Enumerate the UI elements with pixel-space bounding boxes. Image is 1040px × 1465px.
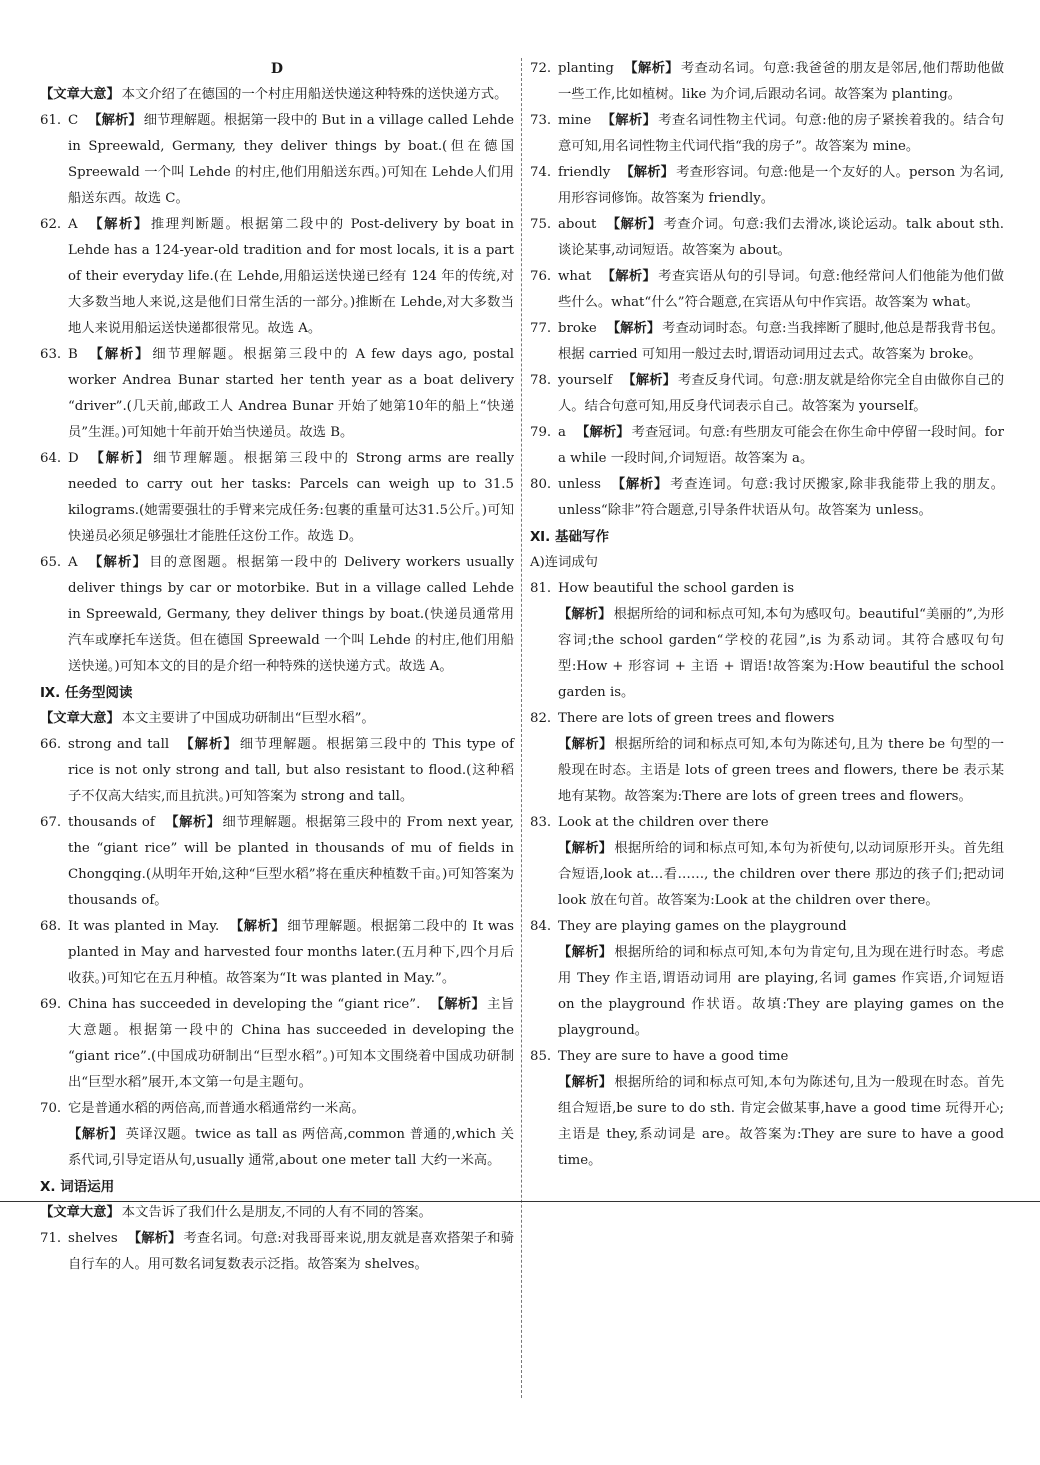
item-answer: Look at the children over there <box>558 815 769 830</box>
analysis-tag: 【解析】 <box>229 919 286 934</box>
analysis-text: 考查形容词。句意:他是一个友好的人。person 为名词,用形容词修饰。故答案为 friendly。 <box>558 165 1004 206</box>
item-number: 64. <box>40 451 62 466</box>
item-number: 84. <box>530 919 552 934</box>
analysis-tag: 【解析】 <box>164 815 221 830</box>
section-heading-11: Ⅺ. 基础写作 <box>530 529 609 545</box>
analysis-tag: 【解析】 <box>620 165 675 180</box>
analysis-text: 英译汉题。twice as tall as 两倍高,common 普通的,which 关系代词,引导定语从句,usually 通常,about one meter tall 大约一米高。 <box>68 1127 515 1168</box>
answer-item <box>40 342 514 446</box>
answer-item <box>530 160 1004 212</box>
item-number: 75. <box>530 217 552 232</box>
passage-title: D <box>270 61 284 77</box>
item-answer: strong and tall <box>68 737 170 752</box>
item-answer: D <box>68 451 79 466</box>
analysis-tag: 【解析】 <box>127 1231 182 1246</box>
analysis-tag: 【解析】 <box>610 477 669 492</box>
analysis-text: 考查名词性物主代词。句意:他的房子紧挨着我的。结合句意可知,用名词性物主代词代指“我的房子”。故答案为 mine。 <box>558 113 1005 154</box>
item-answer: unless <box>558 477 601 492</box>
item-answer: broke <box>558 321 597 336</box>
analysis-tag: 【解析】 <box>88 113 142 128</box>
analysis-text: 细节理解题。根据第一段中的 But in a village called Lehde in Spreewald, Germany, they deliver things by boat.(但在德国 Spreewald 一个叫 Lehde 的村庄,他们用船送东西。)可知在 Lehde人们用船送东西。故选 C。 <box>68 113 514 206</box>
analysis-text: 细节理解题。根据第三段中的 This type of rice is not only strong and tall, but also resistant to flood.(这种稻子不仅高大结实,而且抗洪。)可知答案为 strong and tall。 <box>68 737 514 804</box>
item-answer: There are lots of green trees and flowers <box>558 711 835 726</box>
item-number: 62. <box>40 217 62 232</box>
item-answer: planting <box>558 61 614 76</box>
analysis-text: 考查反身代词。句意:朋友就是给你完全自由做你自己的人。结合句意可知,用反身代词表示自己。故答案为 yourself。 <box>558 373 1004 414</box>
item-number: 83. <box>530 815 552 830</box>
section-heading-10: Ⅹ. 词语运用 <box>40 1179 115 1195</box>
item-answer: A <box>68 217 78 232</box>
analysis-tag: 【解析】 <box>430 997 486 1012</box>
answer-item <box>40 732 514 810</box>
item-number: 74. <box>530 165 552 180</box>
item-number: 70. <box>40 1101 62 1116</box>
analysis-tag: 【解析】 <box>558 737 613 752</box>
analysis-tag: 【解析】 <box>68 1127 124 1142</box>
item-answer: China has succeeded in developing the “giant rice”. <box>68 997 421 1012</box>
analysis-tag: 【解析】 <box>558 1075 613 1090</box>
item-number: 79. <box>530 425 552 440</box>
answer-item <box>530 212 1004 264</box>
analysis-tag: 【解析】 <box>575 425 630 440</box>
answer-item <box>530 472 1004 524</box>
passage-summary-9 <box>40 706 514 732</box>
item-number: 63. <box>40 347 62 362</box>
analysis-text: 细节理解题。根据第三段中的 A few days ago, postal worker Andrea Bunar started her tenth year as a boat delivery “driver”.(几天前,邮政工人 Andrea Bunar 开始了她第10年的船上“快递员”生涯。)可知她十年前开始当快递员。故选 B。 <box>68 347 515 440</box>
analysis-text: 根据所给的词和标点可知,本句为祈使句,以动词原形开头。首先组合短语,look at…看……, the children over there 那边的孩子们;把动词 look 放在句首。故答案为:Look at the children over there。 <box>558 841 1005 908</box>
analysis-text: 考查介词。句意:我们去滑冰,谈论运动。talk about sth. 谈论某事,动词短语。故答案为 about。 <box>558 217 1004 258</box>
item-answer: C <box>68 113 79 128</box>
analysis-tag: 【解析】 <box>601 113 657 128</box>
writing-item <box>530 1044 1004 1174</box>
item-number: 66. <box>40 737 62 752</box>
writing-item <box>530 576 1004 706</box>
writing-item <box>530 810 1004 914</box>
item-answer: How beautiful the school garden is <box>558 581 795 596</box>
item-number: 82. <box>530 711 552 726</box>
analysis-tag: 【解析】 <box>558 607 612 622</box>
item-number: 78. <box>530 373 552 388</box>
summary-text: 本文介绍了在德国的一个村庄用船送快递这种特殊的送快递方式。 <box>121 87 508 102</box>
item-number: 76. <box>530 269 552 284</box>
item-answer: about <box>558 217 597 232</box>
analysis-tag: 【解析】 <box>601 269 657 284</box>
analysis-tag: 【解析】 <box>88 451 152 466</box>
answer-item <box>530 420 1004 472</box>
analysis-tag: 【解析】 <box>558 945 613 960</box>
left-column <box>40 56 514 1278</box>
analysis-text: 细节理解题。根据第三段中的 From next year, the “giant rice” will be planted in thousands of mu of fields in Chongqing.(从明年开始,这种“巨型水稻”将在重庆种植数千亩。)可知答案为 thousands of。 <box>68 815 515 908</box>
answer-item <box>530 368 1004 420</box>
column-divider <box>521 58 522 1398</box>
item-number: 85. <box>530 1049 552 1064</box>
item-number: 73. <box>530 113 552 128</box>
answer-item <box>530 108 1004 160</box>
item-number: 72. <box>530 61 552 76</box>
summary-tag: 【文章大意】 <box>40 711 120 726</box>
analysis-text: 根据所给的词和标点可知,本句为陈述句,且为 there be 句型的一般现在时态。主语是 lots of green trees and flowers, there be 表示某地有某物。故答案为:There are lots of green trees and flowers。 <box>558 737 1005 804</box>
analysis-text: 主旨大意题。根据第一段中的 China has succeeded in developing the “giant rice”.(中国成功研制出“巨型水稻”。)可知本文围绕着中国成功研制出“巨型水稻”展开,本文第一句是主题句。 <box>68 997 515 1090</box>
item-answer: mine <box>558 113 592 128</box>
item-answer: thousands of <box>68 815 155 830</box>
item-number: 67. <box>40 815 62 830</box>
item-number: 71. <box>40 1231 62 1246</box>
writing-item <box>530 914 1004 1044</box>
summary-tag: 【文章大意】 <box>40 1205 120 1220</box>
analysis-text: 考查连词。句意:我讨厌搬家,除非我能带上我的朋友。unless“除非”符合题意,引导条件状语从句。故答案为 unless。 <box>558 477 1004 518</box>
item-answer: yourself <box>558 373 613 388</box>
answer-item <box>40 446 514 550</box>
writing-item <box>530 706 1004 810</box>
analysis-tag: 【解析】 <box>179 737 238 752</box>
analysis-text: 细节理解题。根据第二段中的 It was planted in May and harvested four months later.(五月种下,四个月后收获。)可知它在五月种植。故答案为“It was planted in May.”。 <box>68 919 515 986</box>
answer-item <box>40 914 514 992</box>
item-answer: what <box>558 269 592 284</box>
item-answer: B <box>68 347 78 362</box>
analysis-text: 根据所给的词和标点可知,本句为肯定句,且为现在进行时态。考虑用 They 作主语,谓语动词用 are playing,名词 games 作宾语,介词短语 on the playground 作状语。故填:They are playing games on the playground。 <box>558 945 1005 1038</box>
item-answer: They are sure to have a good time <box>558 1049 789 1064</box>
item-number: 68. <box>40 919 62 934</box>
section-heading-9: Ⅸ. 任务型阅读 <box>40 685 133 701</box>
item-answer: shelves <box>68 1231 118 1246</box>
right-column <box>530 56 1004 1174</box>
analysis-tag: 【解析】 <box>622 373 676 388</box>
answer-item <box>530 316 1004 368</box>
item-number: 65. <box>40 555 62 570</box>
analysis-text: 考查宾语从句的引导词。句意:他经常问人们他能为他们做些什么。what“什么”符合题意,在宾语从句中作宾语。故答案为 what。 <box>558 269 1004 310</box>
item-answer: A <box>68 555 78 570</box>
item-answer: They are playing games on the playground <box>558 919 847 934</box>
answer-item <box>40 992 514 1096</box>
summary-text: 本文告诉了我们什么是朋友,不同的人有不同的答案。 <box>121 1205 432 1220</box>
analysis-tag: 【解析】 <box>87 347 151 362</box>
answer-item <box>40 212 514 342</box>
answer-item <box>40 1226 514 1278</box>
item-answer: a <box>558 425 566 440</box>
answer-item <box>40 108 514 212</box>
analysis-tag: 【解析】 <box>87 555 148 570</box>
analysis-text: 考查名词。句意:对我哥哥来说,朋友就是喜欢搭架子和骑自行车的人。用可数名词复数表示泛指。故答案为 shelves。 <box>68 1231 514 1272</box>
subsection-heading: A)连词成句 <box>530 555 598 570</box>
analysis-text: 考查冠词。句意:有些朋友可能会在你生命中停留一段时间。for a while 一段时间,介词短语。故答案为 a。 <box>558 425 1004 466</box>
analysis-text: 推理判断题。根据第二段中的 Post-delivery by boat in Lehde has a 124-year-old tradition and for most locals, it is a part of their everyday life.(在 Lehde,用船运送快递已经有 124 年的传统,对大多数当地人来说,这是他们日常生活的一部分。)推断在 Lehde,对大多数当地人来说用船运送快递都很常见。故选 A。 <box>68 217 514 336</box>
summary-tag: 【文章大意】 <box>40 87 120 102</box>
item-answer: 它是普通水稻的两倍高,而普通水稻通常约一米高。 <box>68 1101 365 1116</box>
passage-summary <box>40 82 514 108</box>
analysis-tag: 【解析】 <box>87 217 149 232</box>
analysis-tag: 【解析】 <box>623 61 679 76</box>
item-number: 77. <box>530 321 552 336</box>
item-number: 81. <box>530 581 552 596</box>
passage-summary-10 <box>40 1200 514 1226</box>
analysis-text: 考查动名词。句意:我爸爸的朋友是邻居,他们帮助他做一些工作,比如植树。like 为介词,后跟动名词。故答案为 planting。 <box>558 61 1004 102</box>
answer-item <box>530 264 1004 316</box>
analysis-tag: 【解析】 <box>606 321 661 336</box>
analysis-tag: 【解析】 <box>558 841 613 856</box>
answer-item <box>530 56 1004 108</box>
summary-text: 本文主要讲了中国成功研制出“巨型水稻”。 <box>121 711 375 726</box>
item-number: 61. <box>40 113 62 128</box>
analysis-text: 考查动词时态。句意:当我摔断了腿时,他总是帮我背书包。根据 carried 可知用一般过去时,谓语动词用过去式。故答案为 broke。 <box>558 321 1004 362</box>
answer-item-70 <box>40 1096 514 1174</box>
item-number: 69. <box>40 997 62 1012</box>
answer-item <box>40 550 514 680</box>
analysis-text: 目的意图题。根据第一段中的 Delivery workers usually deliver things by car or motorbike. But in a village called Lehde in Spreewald, Germany, they deliver things by boat.(快递员通常用汽车或摩托车送货。但在德国 Spreewald 一个叫 Lehde 的村庄,他们用船送快递。)可知本文的目的是介绍一种特殊的送快递方式。故选 A。 <box>68 555 514 674</box>
analysis-text: 根据所给的词和标点可知,本句为感叹句。beautiful“美丽的”,为形容词;the school garden“学校的花园”,is 为系动词。其符合感叹句句型:How + 形容词 + 主语 + 谓语!故答案为:How beautiful the school garden is。 <box>558 607 1004 700</box>
analysis-tag: 【解析】 <box>606 217 662 232</box>
analysis-text: 细节理解题。根据第三段中的 Strong arms are really needed to carry out her tasks: Parcels can weigh up to 31.5 kilograms.(她需要强壮的手臂来完成任务:包裹的重量可达31.5公斤。)可知快递员必须足够强壮才能胜任这份工作。故选 D。 <box>68 451 515 544</box>
item-answer: It was planted in May. <box>68 919 220 934</box>
analysis-text: 根据所给的词和标点可知,本句为陈述句,且为一般现在时态。首先组合短语,be sure to do sth. 肯定会做某事,have a good time 玩得开心;主语是 they,系动词是 are。故答案为:They are sure to have a good time。 <box>558 1075 1005 1168</box>
answer-item <box>40 810 514 914</box>
item-answer: friendly <box>558 165 611 180</box>
item-number: 80. <box>530 477 552 492</box>
